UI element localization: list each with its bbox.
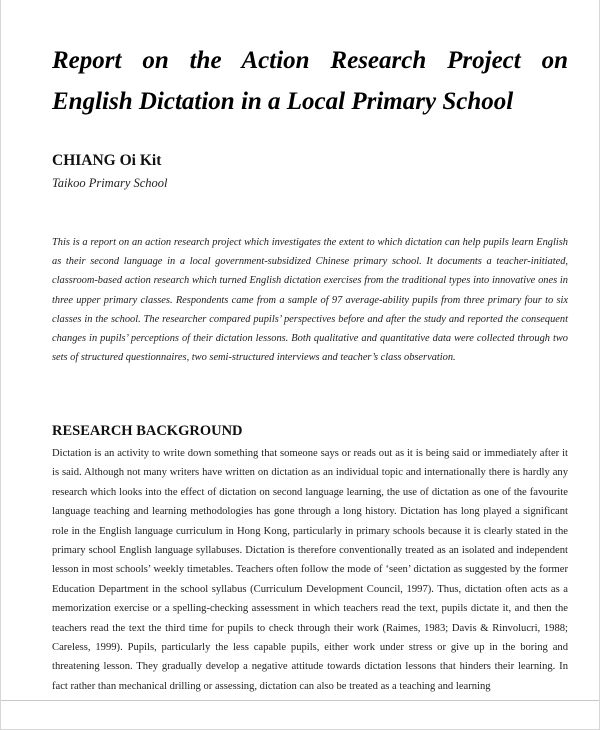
section-heading-research-background: RESEARCH BACKGROUND (52, 423, 243, 439)
author-affiliation: Taikoo Primary School (52, 176, 168, 190)
abstract-paragraph: This is a report on an action research project which investigates the extent to which dictation can help pupils learn English as their second language in a local government-subsidized Chinese primary school. It documents a teacher-initiated, classroom-based action research which turned English dictation exercises from the traditional types into innovative ones in three upper primary classes. Respondents came from a sample of 97 average-ability pupils from three primary four to six classes in the school. The researcher compared pupils’ perspectives before and after the study and reported the consequent changes in pupils’ perceptions of their dictation lessons. Both qualitative and quantitative data were collected through two sets of structured questionnaires, two semi-structured interviews and teacher’s class observation. (52, 237, 568, 364)
title-line-2: English Dictation in a Local Primary School (52, 88, 514, 115)
author-name: CHIANG Oi Kit (52, 152, 162, 169)
page-bottom-margin (1, 701, 599, 729)
title-line-1: Report on the Action Research Project on (52, 47, 568, 74)
section-body-research-background (52, 444, 568, 700)
body-paragraph: Dictation is an activity to write down something that someone says or reads out as it is being said or immediately after it is said. Although not many writers have written on dictation as an individual topic and internationally there is hardly any research which looks into the effect of dictation on second language learning, the use of dictation as one of the favourite language teaching and learning methodologies has gone through a long history. Dictation has long played a significant role in the English language curriculum in Hong Kong, particularly in primary schools because it is clearly stated in the primary school English language syllabuses. Dictation is therefore conventionally treated as an isolated and independent lesson in most schools’ weekly timetables. Teachers often follow the mode of ‘seen’ dictation as suggested by the former Education Department in the school syllabus (Curriculum Development Council, 1997). Thus, dictation often acts as a memorization exercise or a spelling-checking assessment in which teachers read the text, pupils dictate it, and then the teachers read the text the third time for pupils to check through their work (Raimes, 1983; Davis & Rinvolucri, 1988; Careless, 1999). Pupils, particularly the less capable pupils, either work under stress or give up in the boring and threatening lesson. They gradually develop a negative attitude towards dictation lessons that hinders their learning. In fact rather than mechanical drilling or assessing, dictation can also be treated as a teaching and learning (52, 448, 568, 692)
document-title (52, 40, 568, 122)
